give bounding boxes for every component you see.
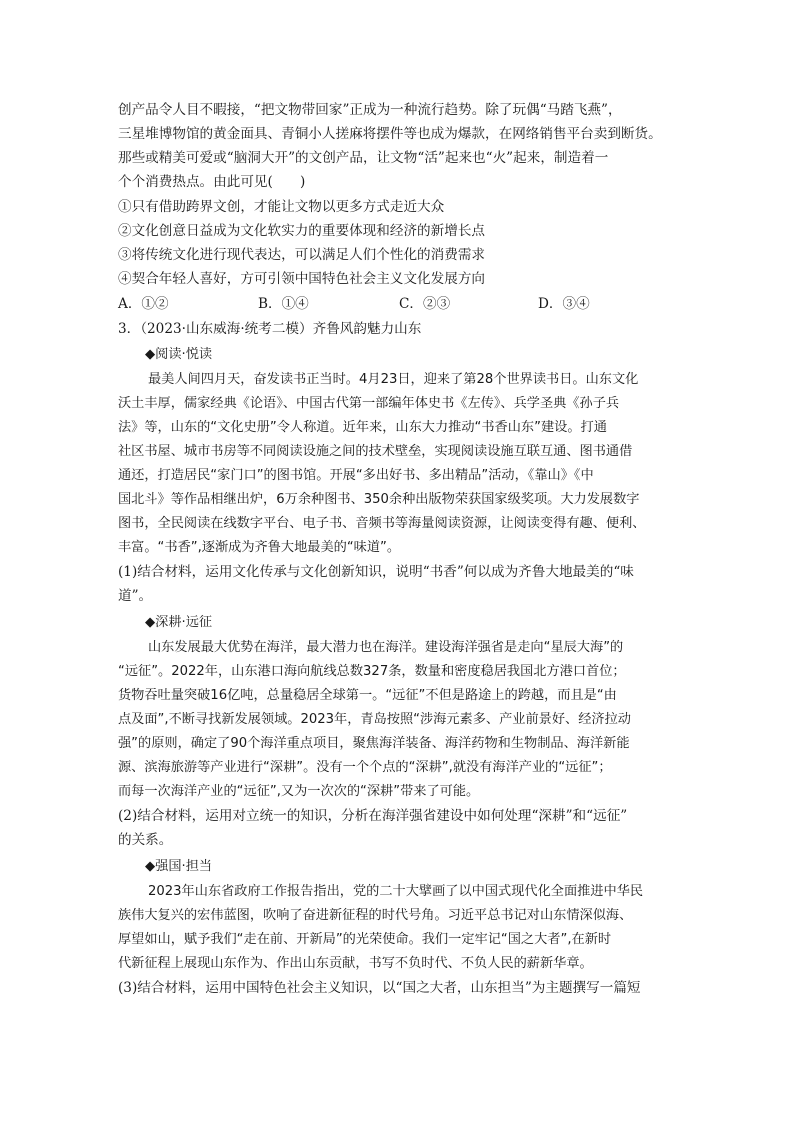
q2-statement-3: ③将传统文化进行现代表达，可以满足人们个性化的消费需求 (118, 247, 486, 263)
reading-line: 社区书屋、城市书房等不同阅读设施之间的技术壁垒，实现阅读设施互联互通、图书通借 (118, 444, 633, 459)
reading-line: 图书，全民阅读在线数字平台、电子书、音频书等海量阅读资源，让阅读变得有趣、便利、 (118, 516, 646, 531)
reading-line: 山东发展最大优势在海洋，最大潜力也在海洋。建设海洋强省是走向“星辰大海”的 (148, 640, 624, 655)
reading-line: 2023年山东省政府工作报告指出，党的二十大擘画了以中国式现代化全面推进中华民 (148, 884, 644, 899)
section-title: ◆深耕·远征 (145, 615, 213, 630)
reading-line: 源、滨海旅游等产业进行“深耕”。没有一个个点的“深耕”,就没有海洋产业的“远征”； (118, 760, 612, 775)
choice-d[interactable] (538, 294, 590, 315)
reading-line: 国北斗》等作品相继出炉，6万余种图书、350余种出版物荣获国家级奖项。大力发展数字 (118, 492, 640, 507)
q2-statement-4: ④契合年轻人喜好，方可引领中国特色社会主义文化发展方向 (118, 271, 486, 287)
reading-line: “远征”。2022年，山东港口海向航线总数327条，数量和密度稳居我国北方港口首位； (118, 664, 626, 679)
reading-line: 沃土丰厚，儒家经典《论语》、中国古代第一部编年体史书《左传》、兵学圣典《孙子兵 (118, 396, 620, 411)
reading-line: 而每一次海洋产业的“远征”,又为一次次的“深耕”带来了可能。 (118, 784, 480, 799)
reading-line: 厚望如山，赋予我们“走在前、开新局”的光荣使命。我们一定牢记“国之大者”,在新时 (118, 932, 612, 947)
reading-line: 通还，打造居民“家门口”的图书馆。开展“多出好书、多出精品”活动，《靠山》《中 (118, 468, 594, 483)
q2-choices (118, 294, 688, 315)
sub-question-1: (1)结合材料，运用文化传承与文化创新知识，说明“书香”何以成为齐鲁大地最美的“味 (118, 564, 634, 580)
reading-line: 强”的原则，确定了90个海洋重点项目，聚焦海洋装备、海洋药物和生物制品、海洋新能 (118, 736, 630, 751)
choice-letter: C． (399, 296, 423, 312)
q2-statement-2: ②文化创意日益成为文化软实力的重要体现和经济的新增长点 (118, 223, 486, 239)
q2-stem-line: 个个消费热点。由此可见( ) (118, 174, 306, 190)
q2-statement-1: ①只有借助跨界文创，才能让文物以更多方式走近大众 (118, 199, 445, 215)
choice-letter: D． (538, 296, 563, 312)
q2-stem-line: 三星堆博物馆的黄金面具、青铜小人搓麻将摆件等也成为爆款，在网络销售平台卖到断货。 (118, 126, 662, 142)
sub-question-2: (2)结合材料，运用对立统一的知识，分析在海洋强省建设中如何处理“深耕”和“远征” (118, 808, 628, 824)
choice-b[interactable] (258, 294, 309, 315)
sub-question-2: 的关系。 (118, 832, 173, 848)
reading-line: 货物吞吐量突破16亿吨，总量稳居全球第一。“远征”不但是路途上的跨越，而且是“由 (118, 688, 617, 703)
section-title: ◆阅读·悦读 (145, 347, 213, 362)
choice-a[interactable] (118, 294, 169, 315)
section-title: ◆强国·担当 (145, 859, 213, 874)
reading-line: 最美人间四月天，奋发读书正当时。4月23日，迎来了第28个世界读书日。山东文化 (148, 372, 639, 387)
reading-line: 丰富。“书香”,逐渐成为齐鲁大地最美的“味道”。 (118, 540, 401, 555)
choice-text: ①② (141, 296, 169, 312)
choice-letter: A． (118, 296, 142, 312)
sub-question-3: (3)结合材料，运用中国特色社会主义知识，以“国之大者，山东担当”为主题撰写一篇短 (118, 980, 641, 996)
choice-text: ②③ (423, 296, 451, 312)
reading-line: 族伟大复兴的宏伟蓝图，吹响了奋进新征程的时代号角。习近平总书记对山东情深似海、 (118, 908, 633, 923)
reading-line: 点及面”,不断寻找新发展领域。2023年，青岛按照“涉海元素多、产业前景好、经济拉动 (118, 712, 631, 727)
choice-text: ①④ (281, 296, 309, 312)
choice-c[interactable] (399, 294, 450, 315)
choice-text: ③④ (562, 296, 590, 312)
choice-letter: B． (258, 296, 282, 312)
q2-stem-line: 那些或精美可爱或“脑洞大开”的文创产品，让文物“活”起来也“火”起来，制造着一 (118, 150, 609, 166)
q2-stem-line: 创产品令人目不暇接，“把文物带回家”正成为一种流行趋势。除了玩偶“马踏飞燕”， (118, 102, 622, 118)
reading-line: 法》等，山东的“文化史册”令人称道。近年来，山东大力推动“书香山东”建设。打通 (118, 420, 607, 435)
q3-header: 3．（2023·山东威海·统考二模）齐鲁风韵魅力山东 (118, 321, 422, 337)
sub-question-1: 道”。 (118, 588, 153, 604)
reading-line: 代新征程上展现山东作为、作出山东贡献，书写不负时代、不负人民的薪新华章。 (118, 956, 593, 971)
